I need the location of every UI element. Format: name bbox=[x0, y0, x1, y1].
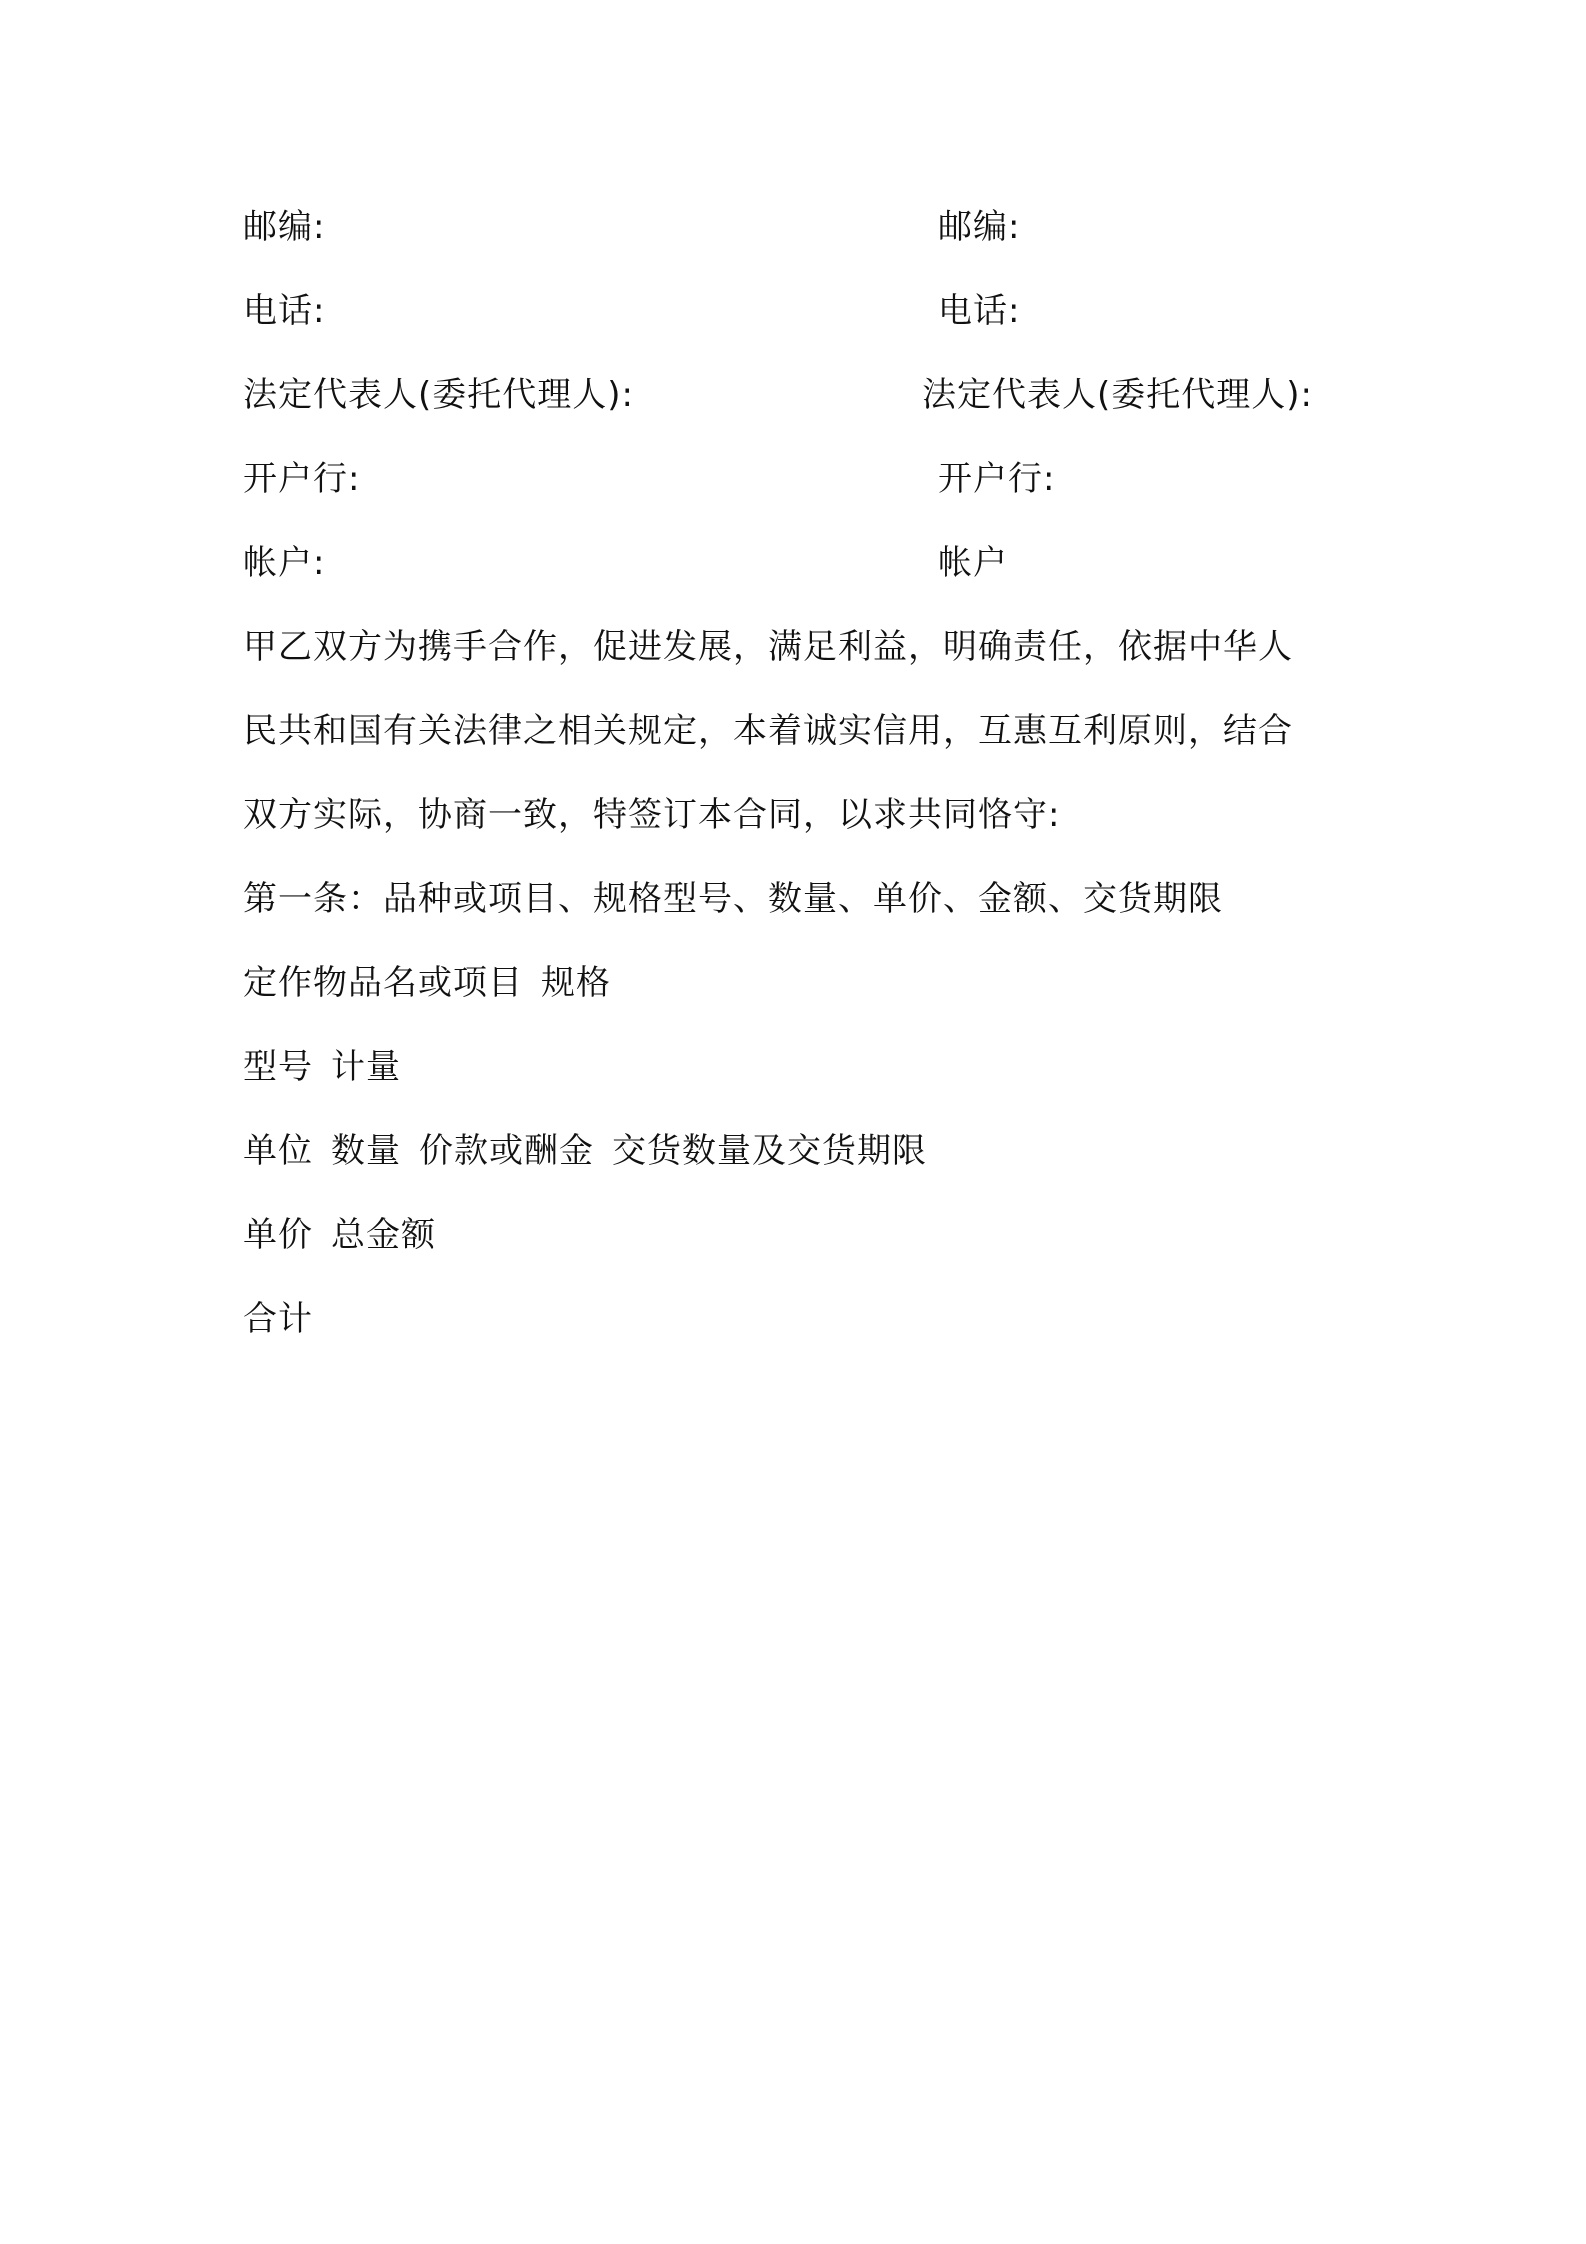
header-total-amount: 总金额 bbox=[331, 1215, 436, 1255]
party-b-postcode-label: 邮编: bbox=[938, 207, 1021, 247]
party-a-bank-label: 开户行: bbox=[243, 459, 361, 499]
preamble-line-2: 民共和国有关法律之相关规定，本着诚实信用，互惠互利原则，结合 bbox=[243, 711, 1293, 751]
header-spec: 规格 bbox=[541, 963, 611, 1003]
party-a-account-label: 帐户: bbox=[243, 543, 326, 583]
header-delivery: 交货数量及交货期限 bbox=[612, 1131, 927, 1171]
total-label: 合计 bbox=[243, 1299, 313, 1339]
party-a-postcode-label: 邮编: bbox=[243, 207, 326, 247]
table-header-row-2 bbox=[243, 1045, 401, 1089]
header-model: 型号 bbox=[243, 1047, 313, 1087]
party-a-legal-rep-label: 法定代表人(委托代理人): bbox=[243, 375, 634, 415]
table-header-row-3 bbox=[243, 1129, 927, 1173]
table-header-row-4 bbox=[243, 1213, 436, 1257]
preamble-line-1: 甲乙双方为携手合作，促进发展，满足利益，明确责任，依据中华人 bbox=[243, 627, 1293, 667]
preamble-line-3: 双方实际，协商一致，特签订本合同，以求共同恪守: bbox=[243, 795, 1061, 835]
header-measure: 计量 bbox=[331, 1047, 401, 1087]
party-a-phone-label: 电话: bbox=[243, 291, 326, 331]
table-header-row-1 bbox=[243, 961, 611, 1005]
header-item-name: 定作物品名或项目 bbox=[243, 963, 523, 1003]
party-b-account-label: 帐户 bbox=[938, 543, 1008, 583]
party-b-bank-label: 开户行: bbox=[938, 459, 1056, 499]
header-quantity: 数量 bbox=[331, 1131, 401, 1171]
header-price-or-fee: 价款或酬金 bbox=[419, 1131, 594, 1171]
header-unit-price: 单价 bbox=[243, 1215, 313, 1255]
article-1-title: 第一条：品种或项目、规格型号、数量、单价、金额、交货期限 bbox=[243, 879, 1223, 919]
party-b-phone-label: 电话: bbox=[938, 291, 1021, 331]
header-unit: 单位 bbox=[243, 1131, 313, 1171]
party-b-legal-rep-label: 法定代表人(委托代理人): bbox=[922, 375, 1313, 415]
